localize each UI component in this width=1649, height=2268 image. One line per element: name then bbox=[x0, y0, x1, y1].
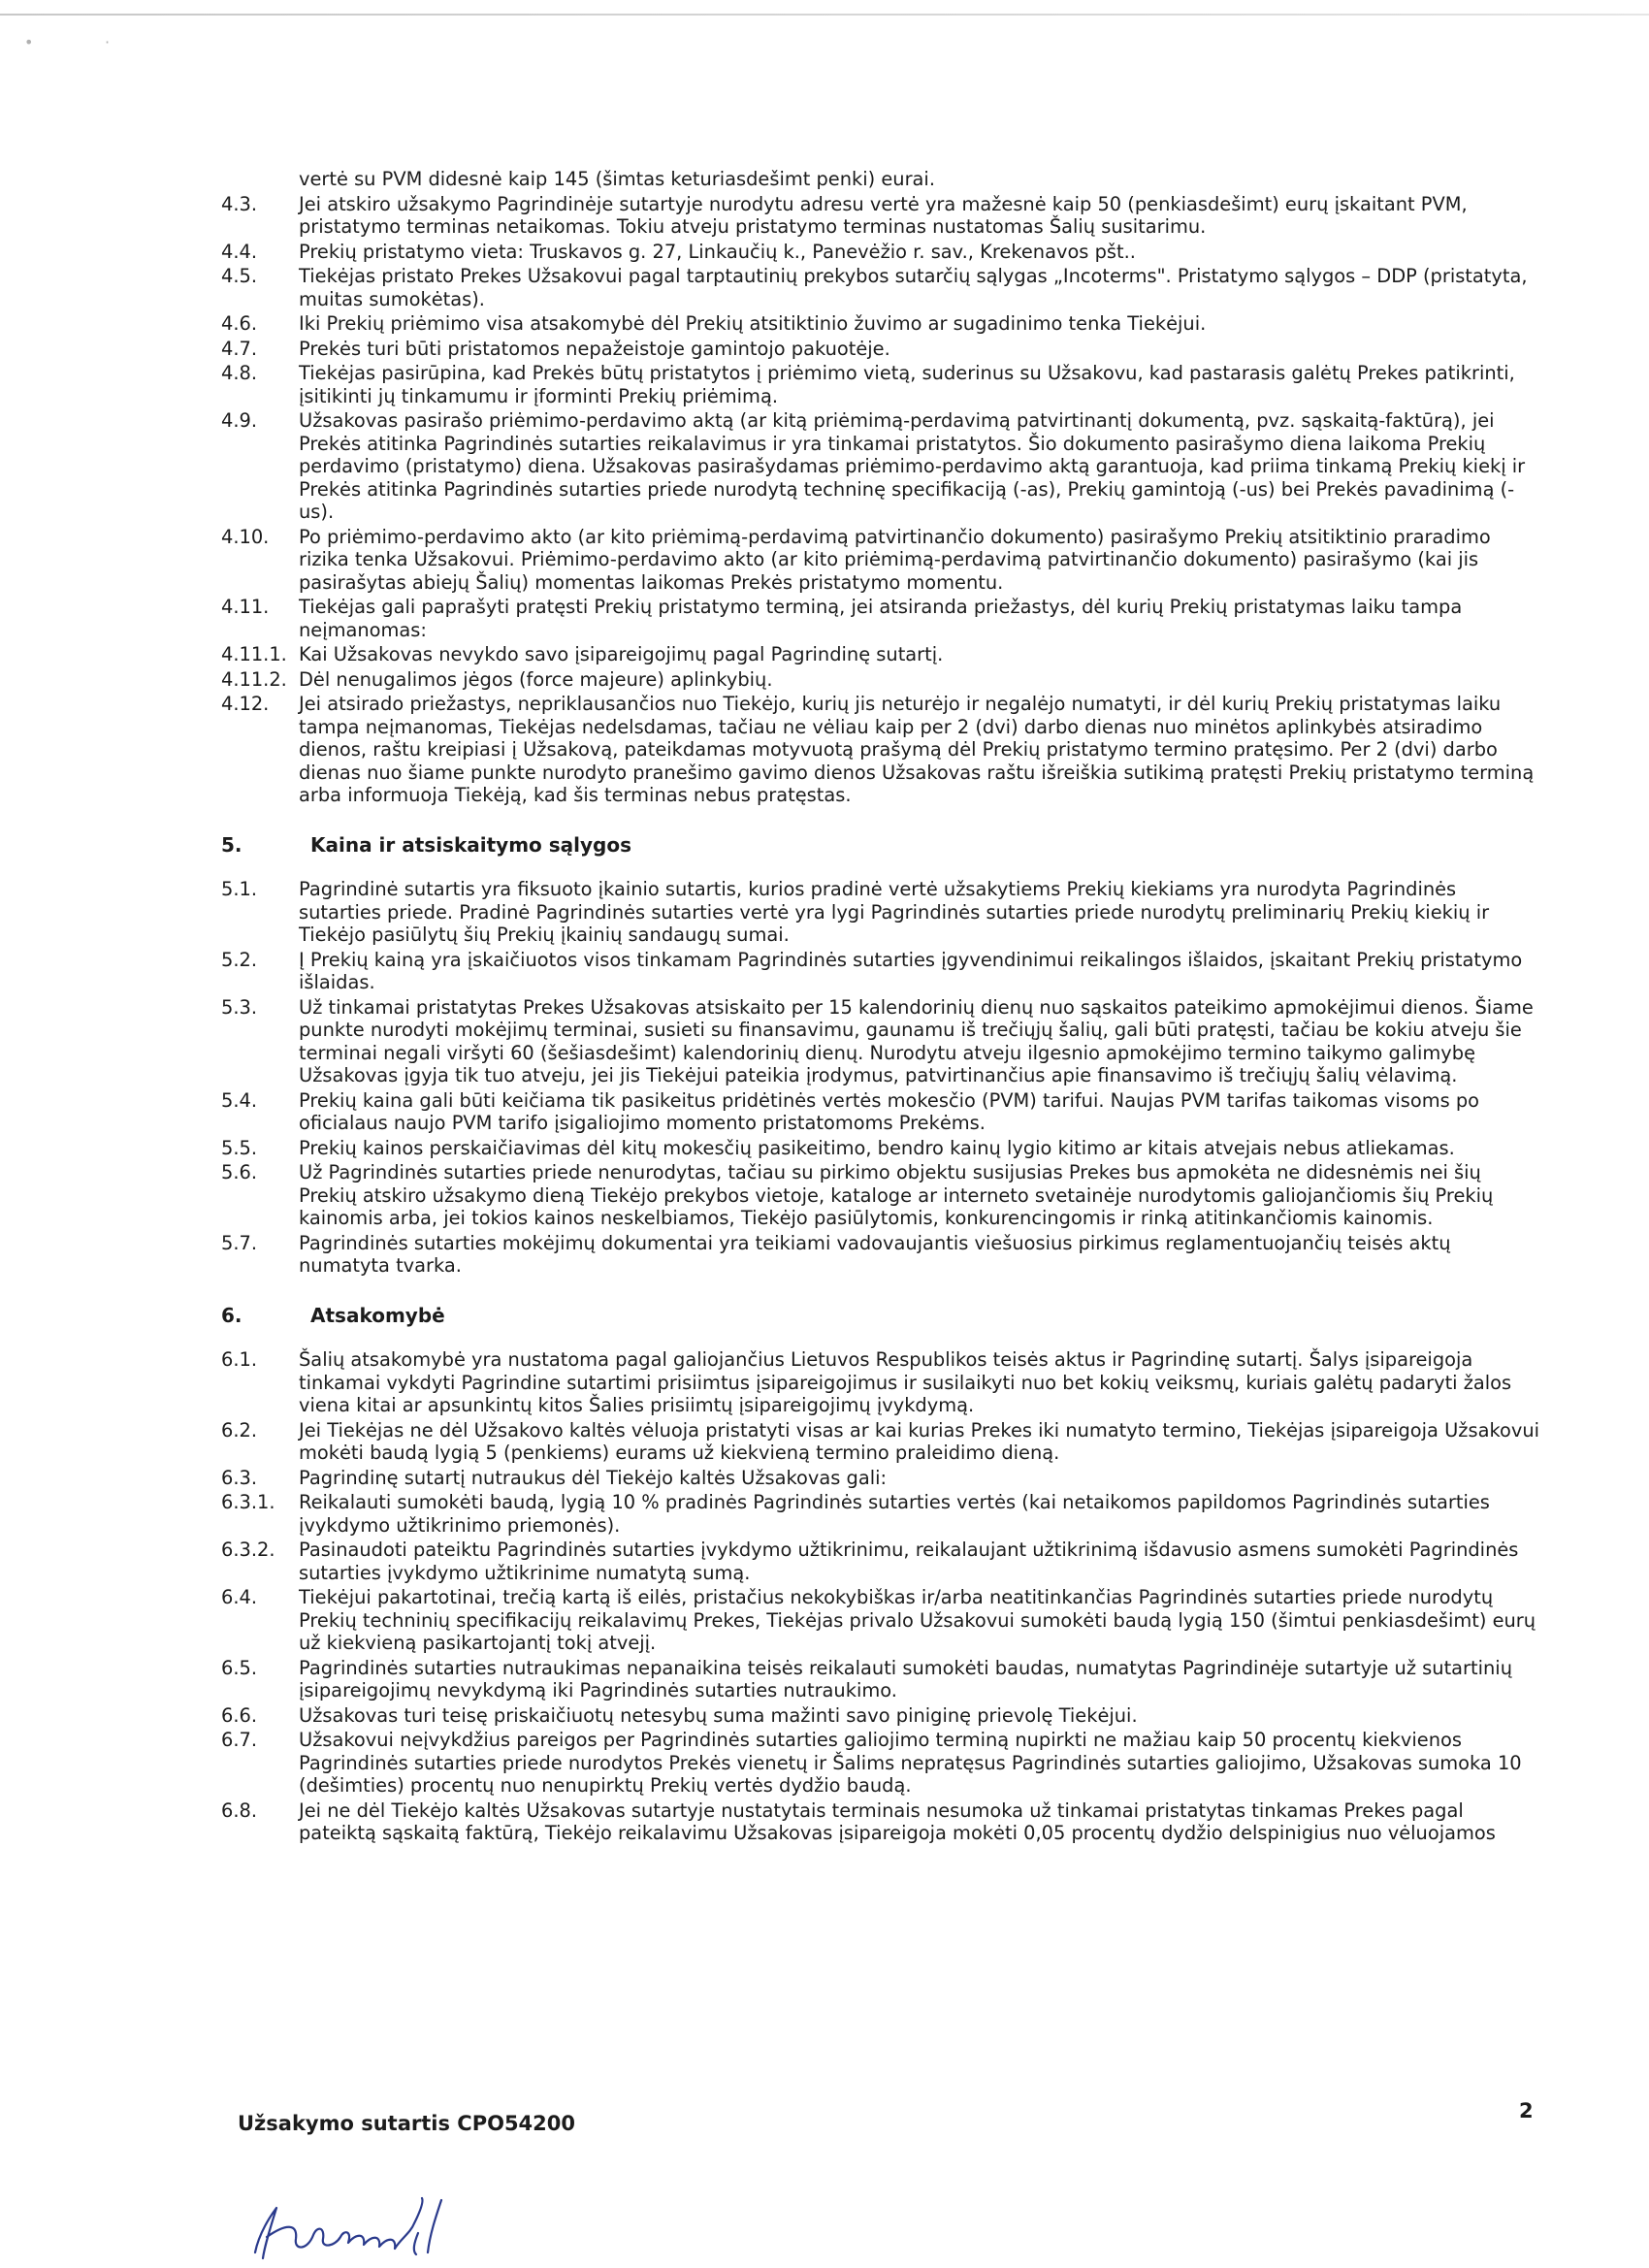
clause-row bbox=[221, 668, 1540, 692]
scan-top-border bbox=[0, 14, 1649, 16]
clause-text: Užsakovui neįvykdžius pareigos per Pagrindinės sutarties galiojimo terminą nupirkti ne mažiau kaip 50 procentų kiekvienos Pagrindinės sutarties priede nurodytos Prekės vienetų ir Šalims nepratęsus Pagrindinės sutarties galiojimo, Užsakovas sumoka 10 (dešimties) procentų nuo nenupirktų Prekių vertės dydžio baudą. bbox=[299, 1729, 1522, 1797]
clause-row bbox=[221, 1799, 1540, 1845]
clause-text: Pagrindinę sutartį nutraukus dėl Tiekėjo kaltės Užsakovas gali: bbox=[299, 1466, 888, 1489]
clause-number: 5.7. bbox=[221, 1231, 258, 1254]
clause-row bbox=[221, 265, 1540, 310]
scan-dot-mark: · bbox=[105, 33, 111, 51]
clause-text: Pagrindinės sutarties mokėjimų dokumentai yra teikiami vadovaujantis viešuosius pirkimus reglamentuojančių teisės aktų numatyta tvarka. bbox=[299, 1231, 1451, 1277]
intro-text: vertė su PVM didesnė kaip 145 (šimtas keturiasdešimt penki) eurai. bbox=[299, 168, 935, 190]
clause-text: Už Pagrindinės sutarties priede nenurodytas, tačiau su pirkimo objektu susijusias Prekes bus apmokėta ne didesnėmis nei šių Prekių atskiro užsakymo dieną Tiekėjo prekybos vietoje, kataloge ar interneto svetainėje nurodytomis galiojančiomis šių Prekių kainomis arba, jei tokios kainos neskelbiamos, Tiekėjo pasiūlytomis, konkurencingomis ir rinką atitinkančiomis kainomis. bbox=[299, 1161, 1494, 1229]
section-6-heading bbox=[221, 1305, 1540, 1328]
clause-text: Reikalauti sumokėti baudą, lygią 10 % pradinės Pagrindinės sutarties vertės (kai netaikomos papildomos Pagrindinės sutarties įvykdymo užtikrinimo priemonės). bbox=[299, 1491, 1490, 1537]
clause-text: Pagrindinės sutarties nutraukimas nepanaikina teisės reikalauti sumokėti baudas, numatytas Pagrindinėje sutartyje už sutartinių įsipareigojimų nevykdymą iki Pagrindinės sutarties nutraukimo. bbox=[299, 1656, 1512, 1701]
clause-row bbox=[221, 1586, 1540, 1655]
clause-row bbox=[221, 1491, 1540, 1537]
section-title: Atsakomybė bbox=[310, 1303, 445, 1327]
clause-row bbox=[221, 312, 1540, 336]
clause-text: Tiekėjui pakartotinai, trečią kartą iš eilės, pristačius nekokybiškas ir/arba neatitinkančias Pagrindinės sutarties priede nurodytų Prekių techninių specifikacijų reikalavimų Prekes, Tiekėjas privalo Užsakovui sumokėti baudą lygią 150 (šimtui penkiasdešimt) eurų už kiekvieną pasikartojantį tokį atvejį. bbox=[299, 1586, 1536, 1654]
clause-number: 6.6. bbox=[221, 1703, 258, 1727]
clause-row bbox=[221, 1089, 1540, 1135]
section-title: Kaina ir atsiskaitymo sąlygos bbox=[310, 832, 631, 857]
clause-text: Prekių pristatymo vieta: Truskavos g. 27, Linkaučių k., Panevėžio r. sav., Krekenavos pšt.. bbox=[299, 240, 1136, 263]
clause-number: 6.5. bbox=[221, 1656, 258, 1679]
clause-text: Iki Prekių priėmimo visa atsakomybė dėl Prekių atsitiktinio žuvimo ar sugadinimo tenka Tiekėjui. bbox=[299, 312, 1207, 335]
clause-number: 6.2. bbox=[221, 1418, 258, 1442]
clause-text: Prekių kaina gali būti keičiama tik pasikeitus pridėtinės vertės mokesčio (PVM) tarifui. Naujas PVM tarifas taikomas visoms po oficialaus naujo PVM tarifo įsigaliojimo momento pristatomoms Prekėms. bbox=[299, 1088, 1480, 1134]
clause-text: Tiekėjas pristato Prekes Užsakovui pagal tarptautinių prekybos sutarčių sąlygas „Incoterms". Pristatymo sąlygos – DDP (pristatyta, muitas sumokėtas). bbox=[299, 265, 1528, 310]
clause-text: Prekių kainos perskaičiavimas dėl kitų mokesčių pasikeitimo, bendro kainų lygio kitimo ar kitais atvejais nebus atliekamas. bbox=[299, 1136, 1455, 1159]
clause-text: Jei ne dėl Tiekėjo kaltės Užsakovas sutartyje nustatytais terminais nesumoka už tinkamai pristatytas tinkamas Prekes pagal pateiktą sąskaitą faktūrą, Tiekėjo reikalavimu Užsakovas įsipareigoja mokėti 0,05 procentų dydžio delspinigius nuo vėluojamos bbox=[299, 1798, 1496, 1844]
clause-row bbox=[221, 693, 1540, 807]
clause-row bbox=[221, 1657, 1540, 1702]
clause-row bbox=[221, 996, 1540, 1087]
clause-text: Dėl nenugalimos jėgos (force majeure) aplinkybių. bbox=[299, 667, 773, 691]
clauses-4 bbox=[221, 193, 1540, 807]
clause-number: 4.11.1. bbox=[221, 643, 287, 665]
document-body bbox=[221, 168, 1540, 1845]
clause-number: 6.3.2. bbox=[221, 1539, 275, 1561]
clause-text: Kai Užsakovas nevykdo savo įsipareigojimų pagal Pagrindinę sutartį. bbox=[299, 643, 944, 665]
clause-text: Jei Tiekėjas ne dėl Užsakovo kaltės vėluoja pristatyti visas ar kai kurias Prekes iki numatyto termino, Tiekėjas įsipareigoja Užsakovui mokėti baudą lygią 5 (penkiems) eurams už kiekvieną termino praleidimo dieną. bbox=[299, 1418, 1540, 1464]
clause-row bbox=[221, 1419, 1540, 1465]
clause-row bbox=[221, 1467, 1540, 1490]
clause-text: Tiekėjas pasirūpina, kad Prekės būtų pristatytos į priėmimo vietą, suderinus su Užsakovu, kad pastarasis galėtų Prekes patikrinti, įsitikinti jų tinkamumu ir įforminti Prekių priėmimą. bbox=[299, 362, 1515, 407]
clause-text: Šalių atsakomybė yra nustatoma pagal galiojančius Lietuvos Respublikos teisės aktus ir Pagrindinę sutartį. Šalys įsipareigoja tinkamai vykdyti Pagrindine sutartimi prisiimtus įsipareigojimus ir susilaikyti nuo bet kokių veiksmų, kuriais galėtų padaryti žalos viena kitai ar apsunkintų kitos Šalies prisiimtų įsipareigojimų įvykdymą. bbox=[299, 1348, 1512, 1416]
clause-row bbox=[221, 596, 1540, 641]
clause-number: 4.3. bbox=[221, 192, 258, 215]
clause-row bbox=[221, 409, 1540, 524]
clause-number: 4.11.2. bbox=[221, 667, 287, 691]
clause-row bbox=[221, 878, 1540, 947]
clause-text: Užsakovas pasirašo priėmimo-perdavimo aktą (ar kitą priėmimą-perdavimą patvirtinantį dokumentą, pvz. sąskaitą-faktūrą), jei Prekės atitinka Pagrindinės sutarties reikalavimus ir yra tinkamai pristatytos. Šio dokumento pasirašymo diena laikoma Prekių perdavimo (pristatymo) diena. Užsakovas pasirašydamas priėmimo-perdavimo aktą garantuoja, kad priima tinkamą Prekių kiekį ir Prekės atitinka Pagrindinės sutarties priede nurodytą techninę specifikaciją (-as), Prekių gamintoją (-us) bei Prekės pavadinimą (-us). bbox=[299, 409, 1526, 523]
clause-number: 4.4. bbox=[221, 240, 258, 263]
clause-number: 6.3.1. bbox=[221, 1491, 275, 1513]
clause-number: 4.12. bbox=[221, 693, 270, 715]
clause-number: 5.2. bbox=[221, 948, 258, 971]
handwritten-signature bbox=[247, 2194, 500, 2264]
clause-row bbox=[221, 526, 1540, 595]
clause-row bbox=[221, 1704, 1540, 1728]
clause-text: Pagrindinė sutartis yra fiksuoto įkainio sutartis, kurios pradinė vertė užsakytiems Prekių kiekiams yra nurodyta Pagrindinės sutarties priede. Pradinė Pagrindinės sutarties vertė yra lygi Pagrindinės sutarties priede nurodytų preliminarių Prekių kiekių ir Tiekėjo pasiūlytų šių Prekių įkainių sandaugų sumai. bbox=[299, 878, 1490, 946]
clause-number: 5.5. bbox=[221, 1136, 258, 1159]
clause-row bbox=[221, 338, 1540, 361]
clause-row bbox=[221, 362, 1540, 407]
clause-row bbox=[221, 193, 1540, 239]
clauses-5 bbox=[221, 878, 1540, 1278]
clause-number: 4.7. bbox=[221, 337, 258, 360]
clause-row bbox=[221, 1137, 1540, 1160]
clause-text: Į Prekių kainą yra įskaičiuotos visos tinkamam Pagrindinės sutarties įgyvendinimui reikalingos išlaidos, įskaitant Prekių pristatymo išlaidas. bbox=[299, 948, 1523, 993]
clause-row bbox=[221, 949, 1540, 994]
clause-number: 6.3. bbox=[221, 1466, 258, 1489]
clause-number: 4.8. bbox=[221, 362, 258, 384]
clause-number: 6.8. bbox=[221, 1798, 258, 1822]
clause-number: 6.7. bbox=[221, 1729, 258, 1751]
clause-row bbox=[221, 643, 1540, 666]
clause-text: Po priėmimo-perdavimo akto (ar kito priėmimą-perdavimą patvirtinančio dokumento) pasirašymo Prekių atsitiktinio praradimo rizika tenka Užsakovui. Priėmimo-perdavimo akto (ar kito priėmimą-perdavimą patvirtinančio dokumento) pasirašymo (kai jis pasirašytas abiejų Šalių) momentas laikomas Prekės pristatymo momentu. bbox=[299, 525, 1491, 594]
clause-number: 4.10. bbox=[221, 525, 270, 548]
clause-text: Jei atskiro užsakymo Pagrindinėje sutartyje nurodytu adresu vertė yra mažesnė kaip 50 (penkiasdešimt) eurų įskaitant PVM, pristatymo terminas netaikomas. Tokiu atveju pristatymo terminas nustatomas Šalių susitarimu. bbox=[299, 192, 1468, 238]
clause-row bbox=[221, 241, 1540, 264]
clause-row bbox=[221, 1348, 1540, 1417]
section-5-heading bbox=[221, 834, 1540, 858]
clause-number: 5.6. bbox=[221, 1161, 258, 1183]
clause-number: 4.5. bbox=[221, 265, 258, 287]
section-number: 5. bbox=[221, 832, 242, 857]
clauses-6 bbox=[221, 1348, 1540, 1845]
clause-text: Pasinaudoti pateiktu Pagrindinės sutarties įvykdymo užtikrinimu, reikalaujant užtikrinimą išdavusio asmens sumokėti Pagrindinės sutarties įvykdymo užtikrinime numatytą sumą. bbox=[299, 1539, 1519, 1584]
page-number: 2 bbox=[1519, 2099, 1534, 2122]
clause-text: Užsakovas turi teisę priskaičiuotų netesybų suma mažinti savo piniginę prievolę Tiekėjui. bbox=[299, 1703, 1138, 1727]
clause-number: 4.6. bbox=[221, 312, 258, 335]
intro-row bbox=[221, 168, 1540, 191]
clause-row bbox=[221, 1161, 1540, 1230]
contract-title: Užsakymo sutartis CPO54200 bbox=[238, 2112, 575, 2135]
scan-dot-mark: • bbox=[24, 33, 34, 51]
clause-row bbox=[221, 1232, 1540, 1278]
clause-text: Jei atsirado priežastys, nepriklausančios nuo Tiekėjo, kurių jis neturėjo ir negalėjo numatyti, ir dėl kurių Prekių pristatymas laiku tampa neįmanomas, Tiekėjas nedelsdamas, tačiau ne vėliau kaip per 2 (dvi) darbo dienas nuo minėtos aplinkybės atsiradimo dienos, raštu kreipiasi į Užsakovą, pateikdamas motyvuotą prašymą dėl Prekių pristatymo termino pratęsimo. Per 2 (dvi) darbo dienas nuo šiame punkte nurodyto pranešimo gavimo dienos Užsakovas raštu išreiškia sutikimą pratęsti Prekių pristatymo terminą arba informuoja Tiekėją, kad šis terminas nebus pratęstas. bbox=[299, 693, 1535, 806]
clause-number: 5.1. bbox=[221, 878, 258, 900]
clause-number: 4.11. bbox=[221, 596, 270, 618]
clause-number: 6.4. bbox=[221, 1586, 258, 1608]
clause-number: 4.9. bbox=[221, 409, 258, 432]
clause-text: Prekės turi būti pristatomos nepažeistoje gamintojo pakuotėje. bbox=[299, 337, 890, 360]
clause-row bbox=[221, 1539, 1540, 1584]
clause-number: 5.3. bbox=[221, 995, 258, 1019]
clause-number: 6.1. bbox=[221, 1348, 258, 1371]
clause-number: 5.4. bbox=[221, 1088, 258, 1112]
clause-row bbox=[221, 1729, 1540, 1798]
clause-text: Tiekėjas gali paprašyti pratęsti Prekių pristatymo terminą, jei atsiranda priežastys, dėl kurių Prekių pristatymas laiku tampa neįmanomas: bbox=[299, 596, 1463, 641]
section-number: 6. bbox=[221, 1303, 242, 1327]
clause-text: Už tinkamai pristatytas Prekes Užsakovas atsiskaito per 15 kalendorinių dienų nuo sąskaitos pateikimo apmokėjimui dienos. Šiame punkte nurodyti mokėjimų terminai, susieti su finansavimu, gaunamu iš trečiųjų šalių, gali būti pratęsti, tačiau be kokiu atveju šie terminai negali viršyti 60 (šešiasdešimt) kalendorinių dienų. Nurodytu atveju ilgesnio apmokėjimo termino taikymo galimybę Užsakovas įgyja tik tuo atveju, jei jis Tiekėjui pateikia įrodymus, patvirtinančius apie finansavimo iš trečiųjų šalių vėlavimą. bbox=[299, 995, 1534, 1086]
